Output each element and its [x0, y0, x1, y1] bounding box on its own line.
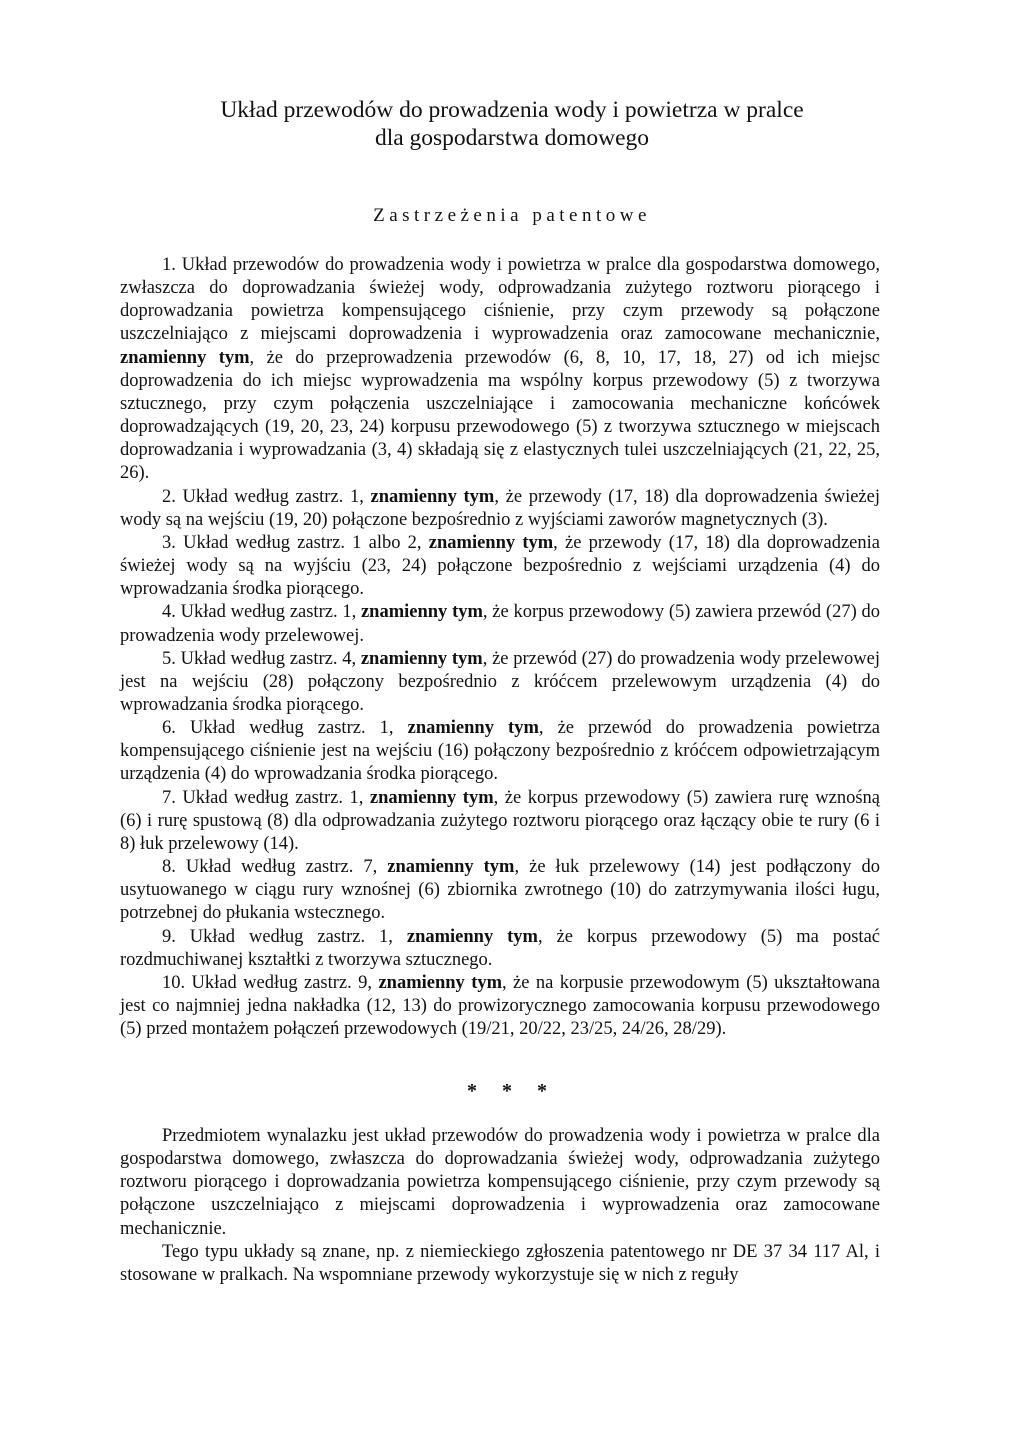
title-line-2: dla gospodarstwa domowego [374, 125, 650, 151]
claim-lead: 8. Układ według zastrz. 7, [162, 857, 388, 878]
claim-7 [120, 787, 880, 856]
claim-keyword: znamienny tym [360, 602, 483, 623]
description-paragraph-2: Tego typu układy są znane, np. z niemieckiego zgłoszenia patentowego nr DE 37 34 117 Al, i stosowane w pralkach. Na wspomniane przewody wykorzystuje się w nich z reguły [120, 1241, 880, 1285]
description-section [120, 1125, 880, 1287]
claim-keyword: znamienny tym [406, 926, 538, 947]
claim-text: , że przewody (17, 18) dla doprowadzenia świeżej wody są na wyjściu (23, 24) połączone bezpośrednio z wejściami urządzenia (4) do wprowadzania środka piorącego. [120, 532, 880, 600]
claim-text: , że korpus przewodowy (5) zawiera rurę wznośną (6) i rurę spustową (8) dla odprowadzania zużytego roztworu piorącego oraz łączący obie te rury (6 i 8) łuk przelewowy (14). [120, 787, 880, 854]
claim-keyword: znamienny tym [120, 347, 250, 368]
claim-keyword: znamienny tym [360, 648, 483, 669]
claim-5 [120, 648, 880, 717]
claim-keyword: znamienny tym [378, 972, 503, 993]
claim-keyword: znamienny tym [407, 718, 539, 739]
claim-lead: 6. Układ według zastrz. 1, [162, 718, 408, 739]
document-title [0, 96, 1024, 152]
claim-text: , że przewody (17, 18) dla doprowadzenia świeżej wody są na wejściu (19, 20) połączone bezpośrednio z wyjściami zaworów magnetycznych (3). [120, 486, 880, 530]
description-paragraph-1: Przedmiotem wynalazku jest układ przewodów do prowadzenia wody i powietrza w pralce dla gospodarstwa domowego, zwłaszcza do doprowadzania świeżej wody, odprowadzania zużytego roztworu piorącego i doprowadzania powietrza kompensującego ciśnienie, przy czym przewody są połączone uszczelniająco z miejscami doprowadzenia i wyprowadzenia oraz zamocowane mechanicznie. [120, 1126, 880, 1239]
claim-lead: 7. Układ według zastrz. 1, [162, 787, 370, 808]
claim-text: , że przewód do prowadzenia powietrza kompensującego ciśnienie jest na wejściu (16) połączony bezpośrednio z króćcem odpowietrzającym urządzenia (4) do wprowadzania środka piorącego. [120, 718, 880, 785]
claim-lead: 1. Układ przewodów do prowadzenia wody i powietrza w pralce dla gospodarstwa domowego, zwłaszcza do doprowadzania świeżej wody, odprowadzania zużytego roztworu piorącego i doprowadzania powietrza kompensującego ciśnienie, przy czym przewody są połączone uszczelniająco z miejscami doprowadzenia i wyprowadzenia oraz zamocowane mechanicznie, [120, 255, 880, 345]
claim-lead: 9. Układ według zastrz. 1, [162, 926, 407, 947]
claim-text: , że przewód (27) do prowadzenia wody przelewowej jest na wejściu (28) połączony bezpośrednio z króćcem przelewowym urządzenia (4) do wprowadzania środka piorącego. [120, 648, 880, 715]
claim-9 [120, 926, 880, 972]
title-line-1: Układ przewodów do prowadzenia wody i powietrza w pralce [220, 97, 804, 123]
section-separator: * * * [467, 1080, 557, 1102]
claim-lead: 10. Układ według zastrz. 9, [162, 972, 379, 993]
claim-text: , że korpus przewodowy (5) zawiera przewód (27) do prowadzenia wody przelewowej. [120, 602, 880, 646]
claim-3 [120, 532, 880, 601]
claim-keyword: znamienny tym [370, 486, 495, 507]
claim-text: , że na korpusie przewodowym (5) ukształtowana jest co najmniej jedna nakładka (12, 13) do prowizorycznego zamocowania korpusu przewodowego (5) przed montażem połączeń przewodowych (19/21, 20/22, 23/25, 24/26, 28/29). [120, 972, 881, 1040]
claim-2 [120, 486, 880, 532]
claim-4 [120, 601, 880, 647]
claim-8 [120, 856, 880, 925]
claim-text: , że do przeprowadzenia przewodów (6, 8, 10, 17, 18, 27) od ich miejsc doprowadzenia do ich miejsc wyprowadzenia ma wspólny korpus przewodowy (5) z tworzywa sztucznego, przy czym połączenia uszczelniające i zamocowania mechaniczne końcówek doprowadzających (19, 20, 23, 24) korpusu przewodowego (5) z tworzywa sztucznego w miejscach doprowadzania i wyprowadzania (3, 4) składają się z elastycznych tulei uszczelniających (21, 22, 25, 26). [120, 347, 880, 484]
claim-text: , że łuk przelewowy (14) jest podłączony do usytuowanego w ciągu rury wznośnej (6) zbiornika zwrotnego (10) do zatrzymywania ilości ługu, potrzebnej do płukania wstecznego. [120, 857, 880, 924]
claim-10 [120, 972, 880, 1041]
claim-keyword: znamienny tym [428, 532, 554, 553]
claim-lead: 4. Układ według zastrz. 1, [162, 602, 361, 623]
claims-list [120, 254, 880, 1041]
claim-keyword: znamienny tym [369, 787, 494, 808]
section-heading: Zastrzeżenia patentowe [373, 205, 651, 226]
claim-lead: 2. Układ według zastrz. 1, [162, 486, 371, 507]
claim-6 [120, 717, 880, 786]
claim-1 [120, 254, 880, 486]
claim-text: , że korpus przewodowy (5) ma postać rozdmuchiwanej kształtki z tworzywa sztucznego. [120, 926, 880, 970]
claim-keyword: znamienny tym [387, 857, 515, 878]
claim-lead: 3. Układ według zastrz. 1 albo 2, [162, 532, 429, 553]
claim-lead: 5. Układ według zastrz. 4, [162, 648, 361, 669]
